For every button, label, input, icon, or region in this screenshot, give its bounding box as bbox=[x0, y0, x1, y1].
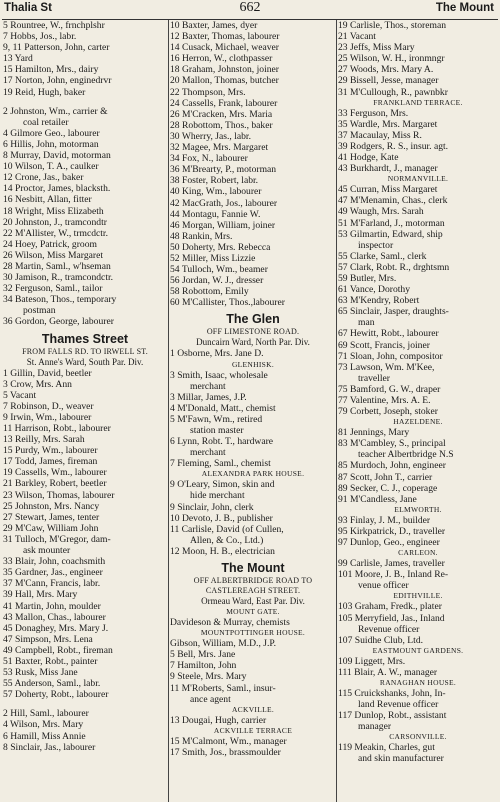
directory-entry: 47 M'Menamin, Chas., clerk bbox=[338, 195, 448, 207]
directory-entry: 25 Wilson, W. H., ironmngr bbox=[338, 53, 445, 65]
directory-entry: 16 Nesbitt, Allan, fitter bbox=[3, 194, 92, 206]
directory-entry: 22 M'Allister, W., trmcdctr. bbox=[3, 227, 109, 239]
directory-entry: 13 Dougai, Hugh, carrier bbox=[170, 714, 267, 726]
directory-entry: 8 Sinclair, Jas., labourer bbox=[3, 741, 96, 753]
building-name: CARLEON. bbox=[398, 548, 438, 558]
directory-entry: 15 M'Calmont, Wm., manager bbox=[170, 735, 287, 747]
directory-entry: 33 Ferguson, Mrs. bbox=[338, 107, 409, 119]
directory-entry: 58 Robottom, Emily bbox=[170, 286, 249, 298]
directory-entry: 13 Reilly, Mrs. Sarah bbox=[3, 434, 85, 446]
directory-entry: 65 Sinclair, Jasper, draughts- bbox=[338, 306, 449, 318]
directory-entry: 107 Suidhe Club, Ltd. bbox=[338, 634, 424, 646]
directory-entry: 51 Baxter, Robt., painter bbox=[3, 655, 98, 667]
entry-continuation: manager bbox=[358, 721, 392, 733]
directory-entry: 41 Martin, John, moulder bbox=[3, 600, 101, 612]
directory-entry: 53 Gilmartin, Edward, ship bbox=[338, 228, 443, 240]
directory-entry: 23 Jeffs, Miss Mary bbox=[338, 42, 415, 54]
directory-entry: 12 Crone, Jas., baker bbox=[3, 172, 84, 184]
entry-continuation: and skin manufacturer bbox=[358, 753, 444, 765]
directory-entry: 10 Wilson, T. A., caulker bbox=[3, 161, 99, 173]
directory-entry: 11 M'Roberts, Saml., insur- bbox=[170, 682, 276, 694]
directory-entry: 9 Steele, Mrs. Mary bbox=[170, 671, 247, 683]
street-boundary: OFF LIMESTONE ROAD. bbox=[206, 327, 300, 337]
directory-entry: 35 Wardle, Mrs. Margaret bbox=[338, 118, 438, 130]
directory-entry: 79 Corbett, Joseph, stoker bbox=[338, 406, 438, 418]
directory-entry: 41 Hodge, Kate bbox=[338, 152, 399, 164]
directory-entry: 69 Scott, Francis, joiner bbox=[338, 339, 430, 351]
directory-entry: 47 Simpson, Mrs. Lena bbox=[3, 633, 93, 645]
directory-entry: 3 Crow, Mrs. Ann bbox=[3, 378, 72, 390]
directory-entry: 37 Macaulay, Miss R. bbox=[338, 129, 422, 141]
directory-entry: 37 M'Cann, Francis, labr. bbox=[3, 578, 101, 590]
directory-entry: 28 Martin, Saml., w'hseman bbox=[3, 260, 111, 272]
directory-entry: 18 Wright, Miss Elizabeth bbox=[3, 205, 104, 217]
directory-entry: 13 Yard bbox=[3, 53, 33, 65]
directory-entry: 21 Vacant bbox=[338, 31, 376, 43]
directory-entry: 23 Wilson, Thomas, labourer bbox=[3, 489, 115, 501]
entry-continuation: Revenue officer bbox=[358, 623, 420, 635]
building-name: HAZELDENE. bbox=[393, 417, 443, 427]
building-name: CARSONVILLE. bbox=[389, 732, 447, 742]
directory-entry: 95 Kirkpatrick, D., traveller bbox=[338, 525, 446, 537]
directory-entry: 103 Graham, Fredk., plater bbox=[338, 601, 442, 613]
entry-continuation: postman bbox=[23, 305, 56, 317]
directory-entry: 17 Norton, John, enginedrvr bbox=[3, 75, 112, 87]
directory-entry: 24 Cassells, Frank, labourer bbox=[170, 97, 278, 109]
building-name: ALEXANDRA PARK HOUSE. bbox=[201, 469, 305, 479]
street-heading: Thames Street bbox=[41, 331, 129, 346]
directory-entry: Gibson, William, M.D., J.P. bbox=[170, 638, 277, 650]
building-name: EASTMOUNT GARDENS. bbox=[372, 645, 464, 655]
directory-entry: 5 M'Fawn, Wm., retired bbox=[170, 413, 263, 425]
directory-entry: 99 Carlisle, James, traveller bbox=[338, 558, 445, 570]
directory-entry: 93 Finlay, J. M., builder bbox=[338, 514, 431, 526]
entry-continuation: merchant bbox=[190, 447, 226, 459]
street-boundary: CASTLEREAGH STREET. bbox=[205, 586, 301, 596]
directory-entry: 33 Blair, John, coachsmith bbox=[3, 556, 106, 568]
directory-entry: 4 M'Donald, Matt., chemist bbox=[170, 402, 276, 414]
column-3 bbox=[338, 20, 498, 800]
directory-entry: 29 Bissell, Jesse, manager bbox=[338, 75, 439, 87]
directory-entry: 20 Johnston, J., tramcondtr bbox=[3, 216, 107, 228]
directory-entry: 119 Meakin, Charles, gut bbox=[338, 742, 435, 754]
directory-entry: 26 M'Cracken, Mrs. Maria bbox=[170, 108, 273, 120]
directory-entry: 16 Herron, W., clothpasser bbox=[170, 53, 273, 65]
directory-entry: 55 Anderson, Saml., labr. bbox=[3, 678, 101, 690]
directory-entry: 7 Robinson, D., weaver bbox=[3, 400, 94, 412]
directory-entry: 9 O'Leary, Simon, skin and bbox=[170, 479, 275, 491]
directory-entry: 89 Secker, C. J., coperage bbox=[338, 482, 438, 494]
entry-continuation: traveller bbox=[358, 372, 390, 384]
directory-entry: 28 Robottom, Thos., baker bbox=[170, 119, 273, 131]
directory-entry: 73 Lawson, Wm. M'Kee, bbox=[338, 361, 435, 373]
directory-entry: 10 Devoto, J. B., publisher bbox=[170, 512, 273, 524]
directory-entry: 27 Woods, Mrs. Mary A. bbox=[338, 64, 434, 76]
directory-entry: 2 Johnston, Wm., carrier & bbox=[3, 105, 108, 117]
directory-entry: 42 MacGrath, Jos., labourer bbox=[170, 197, 278, 209]
header-left-street: Thalia St bbox=[4, 2, 52, 14]
directory-entry: 97 Dunlop, Geo., engineer bbox=[338, 537, 440, 549]
directory-entry: 91 M'Candless, Jane bbox=[338, 493, 417, 505]
directory-entry: 12 Baxter, Thomas, labourer bbox=[170, 31, 280, 43]
directory-entry: 67 Hewitt, Robt., labourer bbox=[338, 328, 439, 340]
spacer bbox=[3, 98, 167, 106]
directory-entry: 24 Hoey, Patrick, groom bbox=[3, 238, 97, 250]
entry-continuation: ask mounter bbox=[23, 545, 71, 557]
directory-entry: 30 Jamison, R., tramcondctr. bbox=[3, 272, 114, 284]
directory-entry: 11 Carlisle, David (of Cullen, bbox=[170, 523, 284, 535]
directory-entry: 87 Scott, John T., carrier bbox=[338, 471, 433, 483]
building-name: ACKVILLE. bbox=[231, 704, 275, 714]
directory-entry: 15 Purdy, Wm., labourer bbox=[3, 445, 98, 457]
directory-entry: 25 Johnston, Mrs. Nancy bbox=[3, 500, 100, 512]
column-2 bbox=[170, 20, 336, 800]
building-name: FRANKLAND TERRACE. bbox=[373, 97, 463, 107]
directory-entry: 7 Hobbs, Jos., labr. bbox=[3, 31, 77, 43]
directory-entry: 60 M'Callister, Thos.,labourer bbox=[170, 297, 285, 309]
directory-entry: 49 Campbell, Robt., fireman bbox=[3, 644, 113, 656]
building-name: RANAGHAN HOUSE. bbox=[379, 677, 457, 687]
directory-entry: 32 Magee, Mrs. Margaret bbox=[170, 142, 269, 154]
directory-entry: 8 Murray, David, motorman bbox=[3, 150, 111, 162]
directory-entry: 63 M'Kendry, Robert bbox=[338, 295, 420, 307]
directory-entry: 30 Wherry, Jas., labr. bbox=[170, 130, 251, 142]
directory-entry: 77 Valentine, Mrs. A. E. bbox=[338, 395, 431, 406]
directory-entry: 1 Gillin, David, beetler bbox=[3, 367, 92, 379]
directory-entry: 38 Foster, Robert, labr. bbox=[170, 175, 259, 187]
directory-entry: 11 Harrison, Robt., labourer bbox=[3, 423, 111, 434]
directory-entry: 81 Jennings, Mary bbox=[338, 427, 410, 439]
entry-continuation: hide merchant bbox=[190, 490, 245, 502]
directory-entry: 3 Millar, James, J.P. bbox=[170, 391, 247, 403]
entry-continuation: Allen, & Co., Ltd.) bbox=[190, 534, 264, 546]
directory-entry: 6 Lynn, Robt. T., hardware bbox=[170, 436, 274, 448]
directory-entry: 43 Burkhardt, J., manager bbox=[338, 163, 438, 175]
directory-entry: 14 Proctor, James, blacksth. bbox=[3, 183, 111, 195]
entry-continuation: merchant bbox=[190, 380, 226, 392]
entry-continuation: inspector bbox=[358, 239, 394, 251]
ward-division: St. Anne's Ward, South Par. Div. bbox=[26, 356, 144, 367]
directory-entry: 44 Montagu, Fannie W. bbox=[170, 208, 261, 220]
page-header bbox=[0, 0, 500, 20]
directory-entry: 36 Gordon, George, labourer bbox=[3, 316, 114, 328]
building-name: MOUNT GATE. bbox=[226, 607, 280, 617]
directory-entry: 10 Baxter, James, dyer bbox=[170, 20, 258, 31]
directory-entry: 53 Rusk, Miss Jane bbox=[3, 667, 78, 679]
ward-division: Duncairn Ward, North Par. Div. bbox=[196, 337, 310, 348]
building-name: ACKVILLE TERRACE bbox=[213, 725, 293, 735]
directory-entry: 7 Hamilton, John bbox=[170, 660, 237, 672]
directory-entry: 55 Clarke, Saml., clerk bbox=[338, 250, 427, 262]
directory-entry: 101 Moore, J. B., Inland Re- bbox=[338, 569, 449, 581]
directory-entry: 26 Wilson, Miss Margaret bbox=[3, 249, 103, 261]
directory-entry: 52 Miller, Miss Lizzie bbox=[170, 252, 256, 264]
directory-entry: 19 Carlisle, Thos., storeman bbox=[338, 20, 447, 31]
directory-entry: 50 Doherty, Mrs. Rebecca bbox=[170, 241, 271, 253]
directory-entry: 32 Ferguson, Saml., tailor bbox=[3, 283, 103, 295]
directory-entry: 54 Tulloch, Wm., beamer bbox=[170, 264, 268, 276]
directory-entry: 57 Clark, Robt. R., drghtsmn bbox=[338, 261, 450, 273]
directory-entry: 61 Vance, Dorothy bbox=[338, 284, 411, 296]
header-right-street: The Mount bbox=[435, 2, 494, 14]
directory-entry: 18 Graham, Johnston, joiner bbox=[170, 64, 279, 76]
directory-entry: 17 Todd, James, fireman bbox=[3, 456, 98, 468]
entry-continuation: ance agent bbox=[190, 693, 231, 705]
directory-entry: 43 Mallon, Chas., labourer bbox=[3, 611, 106, 623]
directory-entry: 14 Cusack, Michael, weaver bbox=[170, 42, 279, 54]
directory-entry: 6 Hamill, Miss Annie bbox=[3, 730, 86, 742]
directory-entry: 17 Smith, Jos., brassmoulder bbox=[170, 746, 281, 758]
directory-entry: 111 Blair, A. W., manager bbox=[338, 666, 438, 678]
directory-entry: 35 Gardner, Jas., engineer bbox=[3, 567, 103, 579]
directory-entry: 3 Smith, Isaac, wholesale bbox=[170, 369, 268, 381]
street-boundary: FROM FALLS RD. TO IRWELL ST. bbox=[22, 346, 148, 356]
column-1 bbox=[3, 20, 167, 800]
directory-entry: 1 Osborne, Mrs. Jane D. bbox=[170, 348, 264, 360]
directory-entry: 19 Reid, Hugh, baker bbox=[3, 86, 86, 98]
directory-entry: 48 Rankin, Mrs. bbox=[170, 230, 233, 242]
column-divider-2 bbox=[336, 20, 337, 802]
directory-entry: 75 Bamford, G. W., draper bbox=[338, 383, 441, 395]
directory-entry: 12 Moon, H. B., electrician bbox=[170, 545, 275, 557]
directory-entry: 9 Irwin, Wm., labourer bbox=[3, 411, 92, 423]
entry-continuation: station master bbox=[190, 425, 244, 436]
directory-entry: Davideson & Murray, chemists bbox=[170, 617, 290, 629]
directory-entry: 49 Waugh, Mrs. Sarah bbox=[338, 206, 424, 218]
directory-entry: 2 Hill, Saml., labourer bbox=[3, 708, 89, 720]
directory-entry: 22 Thompson, Mrs. bbox=[170, 86, 246, 98]
directory-entry: 29 M'Caw, William John bbox=[3, 522, 99, 534]
directory-entry: 39 Rodgers, R. S., insur. agt. bbox=[338, 140, 449, 152]
directory-entry: 40 King, Wm., labourer bbox=[170, 186, 262, 198]
street-heading: The Mount bbox=[221, 561, 285, 576]
directory-entry: 31 M'Cullough, R., pawnbkr bbox=[338, 86, 448, 98]
directory-entry: 9 Sinclair, John, clerk bbox=[170, 501, 254, 513]
directory-entry: 9, 11 Patterson, John, carter bbox=[3, 42, 110, 54]
directory-entry: 115 Cruickshanks, John, In- bbox=[338, 687, 446, 699]
directory-entry: 36 M'Brearty, P., motorman bbox=[170, 164, 277, 176]
page-number: 662 bbox=[239, 0, 261, 15]
entry-continuation: teacher Albertbridge N.S bbox=[358, 449, 454, 461]
directory-entry: 85 Murdoch, John, engineer bbox=[338, 460, 446, 472]
directory-entry: 34 Bateson, Thos., temporary bbox=[3, 294, 117, 306]
ward-division: Ormeau Ward, East Par. Div. bbox=[201, 596, 305, 607]
building-name: GLENHISK. bbox=[231, 359, 275, 369]
directory-entry: 31 Tulloch, M'Gregor, dam- bbox=[3, 533, 111, 545]
directory-entry: 34 Fox, N., labourer bbox=[170, 153, 248, 165]
directory-entry: 59 Butler, Mrs. bbox=[338, 272, 397, 284]
directory-entry: 5 Bell, Mrs. Jane bbox=[170, 649, 236, 661]
directory-entry: 7 Fleming, Saml., chemist bbox=[170, 458, 271, 470]
building-name: NORMANVILLE. bbox=[387, 174, 449, 184]
entry-continuation: land Revenue officer bbox=[358, 699, 439, 711]
directory-entry: 57 Doherty, Robt., labourer bbox=[3, 689, 109, 701]
directory-entry: 5 Vacant bbox=[3, 389, 37, 401]
directory-entry: 4 Gilmore Geo., labourer bbox=[3, 127, 100, 139]
building-name: EDITHVILLE. bbox=[393, 591, 443, 601]
directory-entry: 83 M'Cambley, S., principal bbox=[338, 438, 446, 450]
directory-entry: 117 Dunlop, Robt., assistant bbox=[338, 710, 447, 722]
directory-entry: 56 Jordan, W. J., dresser bbox=[170, 275, 264, 287]
entry-continuation: venue officer bbox=[358, 580, 409, 592]
street-heading: The Glen bbox=[226, 312, 280, 327]
directory-entry: 5 Rountree, W., frnchplshr bbox=[3, 20, 105, 31]
directory-entry: 45 Donaghey, Mrs. Mary J. bbox=[3, 622, 109, 634]
directory-entry: 4 Wilson, Mrs. Mary bbox=[3, 719, 84, 731]
directory-entry: 45 Curran, Miss Margaret bbox=[338, 184, 438, 196]
directory-entry: 51 M'Farland, J., motorman bbox=[338, 217, 445, 229]
entry-continuation: man bbox=[358, 317, 375, 329]
column-divider-1 bbox=[168, 20, 169, 802]
directory-entry: 109 Liggett, Mrs. bbox=[338, 655, 406, 667]
directory-entry: 21 Barkley, Robert, beetler bbox=[3, 478, 107, 490]
directory-entry: 39 Hall, Mrs. Mary bbox=[3, 589, 78, 601]
directory-entry: 20 Mallon, Thomas, butcher bbox=[170, 75, 279, 87]
directory-entry: 19 Cassells, Wm., labourer bbox=[3, 467, 107, 479]
entry-continuation: coal retailer bbox=[23, 116, 69, 128]
directory-entry: 27 Stewart, James, tenter bbox=[3, 511, 100, 523]
spacer bbox=[3, 700, 167, 708]
building-name: ELMWORTH. bbox=[394, 504, 442, 514]
directory-entry: 105 Merryfield, Jas., Inland bbox=[338, 612, 445, 624]
directory-entry: 15 Hamilton, Mrs., dairy bbox=[3, 64, 99, 76]
building-name: MOUNTPOTTINGER HOUSE. bbox=[200, 628, 306, 638]
street-boundary: OFF ALBERTBRIDGE ROAD TO bbox=[193, 576, 313, 586]
directory-entry: 71 Sloan, John, compositor bbox=[338, 350, 443, 362]
directory-entry: 6 Hillis, John, motorman bbox=[3, 138, 99, 150]
directory-entry: 46 Morgan, William, joiner bbox=[170, 219, 276, 231]
